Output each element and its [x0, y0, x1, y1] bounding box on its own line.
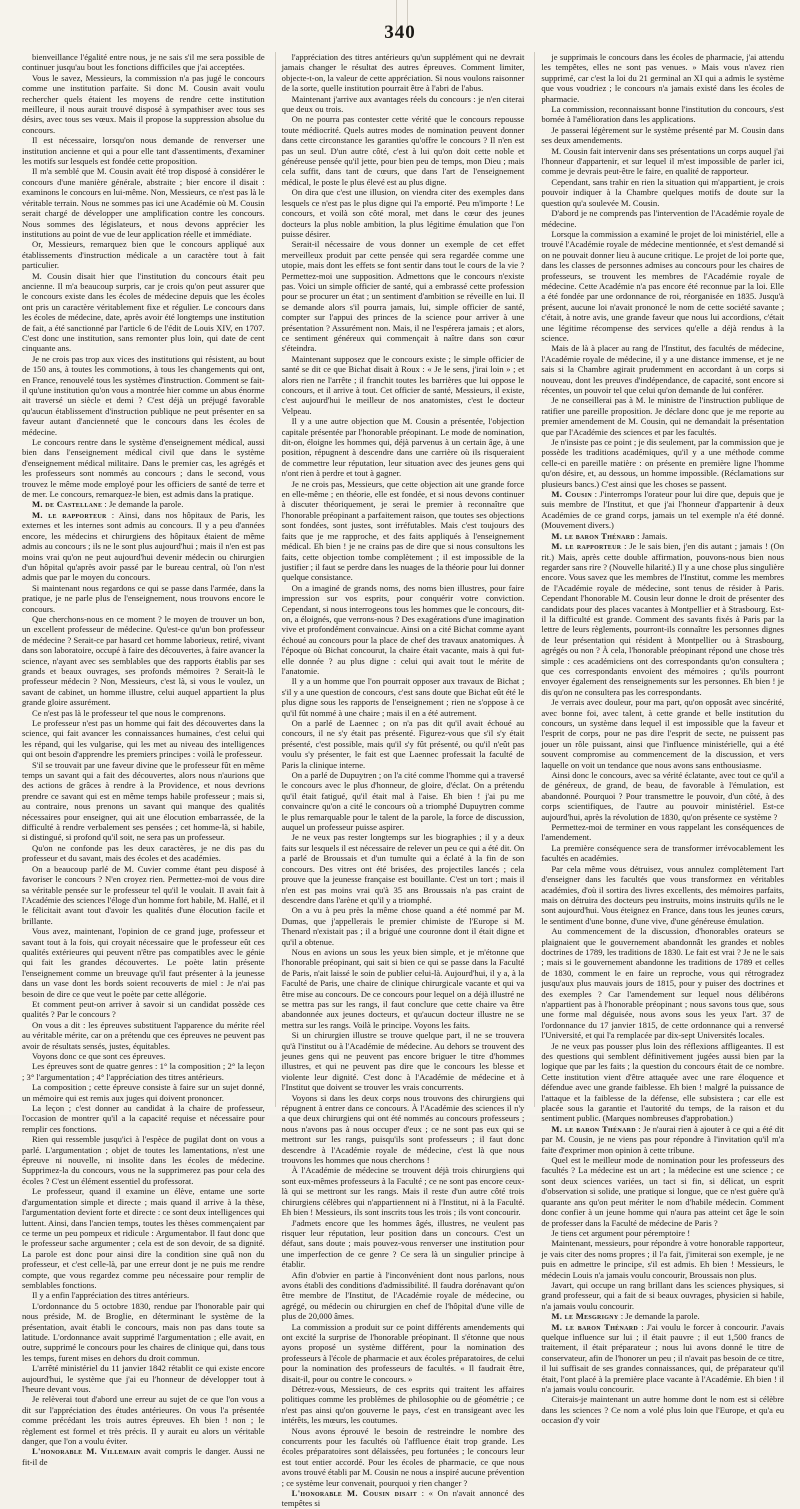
paragraph-text: bienveillance l'égalité entre nous, je ne sais s'il me sera possible de continuer jusqu'au bout les fonctions difficiles que j'ai acceptées.: [22, 52, 265, 73]
paragraph-text: Si maintenant nous regardons ce qui se passe dans l'armée, dans la pratique, je ne parle plus de l'enseignement, nous trouvons encore le concours.: [22, 582, 265, 614]
paragraph: [22, 1394, 265, 1446]
paragraph: [541, 822, 784, 843]
paragraph: [541, 843, 784, 864]
paragraph: [22, 73, 265, 135]
paragraph-text: Je verrais avec douleur, pour ma part, qu'on opposât avec sincérité, avec bonne foi, avec talent, à cette grande et belle institution du concours, un système dans lequel il est impossible que la faveur et l'esprit de corps, pour ne pas dire l'esprit de secte, ne puissent pas jouer un rôle puissant, ainsi que l'influence ministérielle, qui a été souvent compromise au commencement de la discussion, et vers laquelle on voit un tendance que nous avons sans enthousiasme.: [541, 697, 785, 770]
paragraph-text: M. Cousin fait intervenir dans ses présentations un corps auquel j'ai l'honneur d'appartenir, et sur lequel il m'est impossible de parler ici, comme je devrais peut-être le faire, en qualité de rapporteur.: [541, 145, 785, 177]
paragraph: [541, 770, 784, 822]
paragraph: [541, 489, 784, 531]
paragraph: [282, 1488, 525, 1509]
paragraph: [541, 1280, 784, 1311]
paragraph-text: : « On n'avait annoncé des tempêtes si: [281, 1488, 525, 1509]
paragraph: [282, 1165, 525, 1217]
paragraph-text: On a beaucoup parlé de M. Cuvier comme étant peu disposé à favoriser le concours ? N'en croyez rien. Permettez-moi de vous dire sa véritable pensée sur le professeur tel qu'il le voulait. Il avait fait à l'Académie des sciences l'éloge d'un homme fort habile, M. Hallé, et il le félicitait avant tout d'avoir les qualités d'une élocution facile et brillante.: [22, 863, 265, 926]
paragraph: [541, 343, 784, 395]
paragraph-text: Nous en avions un sous les yeux bien simple, et je m'étonne que l'honorable préopinant, qui sait si bien ce qui se passe dans la Faculté de Paris, n'ait laissé le soin de publier celui-là. Aujourd'hui, il y a, à la Faculté de Paris, une chaire de clinique chirurgicale vacante et qui va être mise au concours. De ce concours pour lequel on a déjà illustré ne se mettra pas sur les rangs, il faut conclure que cette chaire va être abandonnée aux jeunes docteurs, et qu'aucun docteur illustre ne se mettra sur les rangs. Voilà le principe. Voyons les faits.: [281, 946, 525, 1030]
paragraph-text: Maintenant j'arrive aux avantages réels du concours : je n'en citerai que deux ou trois.: [281, 93, 525, 115]
paragraph-text: À l'Académie de médecine se trouvent déjà trois chirurgiens qui sont eux-mêmes professeurs à la Faculté ; ce ne sont pas encore ceux-là qui se mettront sur les rangs. Mais il reste d'un autre côté trois chirurgiens célèbres qui n'appartiennent ni à l'Institut, ni à la Faculté. Eh bien ! Messieurs, ils sont inscrits tous les trois ; ils vont concourir.: [281, 1165, 525, 1218]
paragraph-text: Je n'insiste pas ce point ; je dis seulement, par la commission que je possède les traditions académiques, qu'il y a une méthode comme celle-ci en pareille matière : on présente en première ligne l'homme qu'on désire, et, au dessous, un homme impossible. (Réclamations sur plusieurs bancs.) C'est ainsi que les choses se passent.: [541, 437, 785, 489]
paragraph: [22, 1020, 265, 1051]
column-1: [22, 52, 265, 1467]
paragraph-text: : Jamais.: [637, 530, 668, 541]
paragraph-text: Si un chirurgien illustre se trouve quelque part, il ne se trouvera qu'à l'institut ou à l'Académie de médecine. Au dehors se trouvent des jeunes gens qui ne peuvent pas encore briguer le titre d'hommes illustres, et qui ne peuvent pas dire que le concours les blesse et violente leur dignité. C'est donc à l'Académie de médecine et à l'Institut que doivent se trouver les vrais concurrents.: [281, 1030, 525, 1093]
paragraph: [282, 114, 525, 187]
paragraph-text: Vous le savez, Messieurs, la commission n'a pas jugé le concours comme une institution parfaite. Si donc M. Cousin avait voulu rechercher quels étaient les moyens de rendre cette institution meilleure, il nous aurait trouvé disposé à sympathiser avec tous ses désirs, avec tous ses vœux. Mais il propose la suppression absolue du concours.: [22, 72, 265, 135]
paragraph: [541, 1041, 784, 1124]
paragraph-text: Mais de là à placer au rang de l'Institut, des facultés de médecine, l'Académie royale de médecine, il y a une distance immense, et je ne sais si la Chambre agirait prudemment en accordant à un corps si nouveau, dont les preuves d'indépendance, de capacité, sont encore si récentes, un pouvoir tel que celui qu'on demande de lui conférer.: [541, 343, 785, 395]
paragraph: [22, 271, 265, 354]
paragraph: [541, 926, 784, 1040]
paragraph: [282, 947, 525, 1030]
paragraph-text: D'abord je ne comprends pas l'intervention de l'Académie royale de médecine.: [541, 208, 785, 229]
paragraph-text: Le professeur, quand il examine un élève, entame une sorte d'argumentation simple et directe ; mais quand il arrive à la thèse, l'argumentation devient forte et directe : ce sont deux intelligences qui luttent. Ainsi, dans l'ancien temps, toutes les thèses commençaient par ce terme un peu pompeux et ridicule : Argumentabor. Il faut donc que le professeur sache argumenter ; cela est de son devoir, de sa dignité. La parole est donc pour ainsi dire la condition sine quâ non du professeur, et c'est celle-là, par une erreur dont je ne puis me rendre compte, que vous regardez comme peu nécessaire pour remplir de semblables fonctions.: [22, 1186, 265, 1290]
paragraph: [282, 94, 525, 115]
paragraph: [541, 437, 784, 489]
paragraph-text: : Ainsi, dans nos hôpitaux de Paris, les externes et les internes sont admis au concours. Il y a peu d'années encore, les médecins et chirurgiens des hôpitaux étaient de même admis au concours ; ils ne le sont plus aujourd'hui ; mais il n'en est pas moins vrai qu'on ne peut aujourd'hui devenir médecin ou chirurgien d'un hôpital qu'après avoir passé par le bureau central, où l'on n'est admis que par le moyen du concours.: [22, 509, 265, 583]
speaker-name: L'honorable M. Cousin disait: [291, 1488, 418, 1499]
paragraph: [22, 843, 265, 864]
paragraph-text: Il y a un homme que l'on pourrait opposer aux travaux de Bichat ; s'il y a une question de concours, c'est sans doute que Bichat eût été le plus digne sous les rapports de l'enseignement ; rien ne s'oppose à ce qu'il fût nommé à une chaire ; mais il en a été autrement.: [281, 676, 525, 718]
paragraph: [282, 1030, 525, 1092]
paragraph: [22, 1103, 265, 1134]
paragraph-text: l'appréciation des titres antérieurs qu'un supplément qui ne devrait jamais changer le résultat des autres épreuves. Comment limiter, objecte-t-on, la valeur de cette appréciation. Si nous voulons raisonner de la sorte, quelle institution pourrait être à l'abri de l'abus.: [281, 52, 525, 94]
paragraph-text: La composition ; cette épreuve consiste à faire sur un sujet donné, un mémoire qui est remis aux juges qui doivent prononcer.: [22, 1082, 265, 1103]
paragraph-text: Afin d'obvier en partie à l'inconvénient dont nous parlons, nous avons établi des conditions d'admissibilité. Il faudra dorénavant qu'on être membre de l'Institut, de l'Académie royale de médecine, ou agrégé, ou médecin ou chirurgien en chef de l'hôpital d'une ville de plus de 20,000 âmes.: [281, 1269, 525, 1322]
paragraph: [22, 614, 265, 708]
column-3: [534, 52, 785, 1426]
paragraph-text: Le concours rentre dans le système d'enseignement médical, aussi bien dans l'enseignement médical civil que dans le système d'enseignement médical militaire. Dans le premier cas, les agrégés et les professeurs sont nommés au concours ; dans le second, vous trouvez le même mode employé pour les officiers de santé de terre et de mer. Le concours, remarquez-le bien, est admis dans la pratique.: [22, 437, 265, 500]
paragraph: [282, 1384, 525, 1426]
paragraph: [22, 166, 265, 239]
paragraph-text: La première conséquence sera de transformer irrévocablement les facultés en académies.: [541, 842, 785, 864]
paragraph: [22, 864, 265, 926]
paragraph: [541, 697, 784, 770]
paragraph-text: Il y a une autre objection que M. Cousin a présentée, l'objection capitale présentée par l'honorable préopinant. Le mode de nomination, dit-on, éloigne les hommes qui, déjà parvenus à un certain âge, à une position, répugnent à descendre dans une carrière où ils risqueraient de commettre leur réputation, leur situation avec des jeunes gens qui n'ont rien à perdre et tout à gagner.: [281, 416, 525, 479]
paragraph: [22, 499, 265, 509]
paragraph: [282, 479, 525, 583]
paragraph-text: Or, Messieurs, remarquez bien que le concours appliqué aux établissements d'instruction médicale a un caractère tout à fait particulier.: [22, 239, 265, 271]
paragraph-text: Maintenant supposez que le concours existe ; le simple officier de santé se dit ce que Bichat disait à Roux : « Je le sens, j'irai loin » ; et alors rien ne l'arrête ; il franchit toutes les barrières que lui oppose le concours, et il arrive à tout. Cet officier de santé, Messieurs, il existe, c'est aujourd'hui le meilleur de nos anatomistes, c'est le docteur Velpeau.: [281, 353, 525, 416]
paragraph-text: On a parlé de Laennec ; on n'a pas dit qu'il avait échoué au concours, il ne s'y était pas présenté. Figurez-vous que s'il s'y était présenté, c'est possible, mais qu'il s'y fût présenté, ou qu'il n'eût pas voulu s'y présenter, le fait est que Laennec professait la faculté de Paris la clinique interne.: [281, 718, 525, 770]
paragraph: [541, 1322, 784, 1395]
paragraph-text: Ainsi donc le concours, avec sa vérité éclatante, avec tout ce qu'il a de généreux, de grand, de beau, de favorable à l'émulation, est abandonné. Pourquoi ? Pour transmettre le pouvoir, d'un côté, à des corps scientifiques, de l'autre au pouvoir ministériel. Est-ce aujourd'hui, après la révolution de 1830, qu'on présente ce système ?: [541, 770, 785, 822]
paragraph-text: Lorsque la commission a examiné le projet de loi ministériel, elle a trouvé l'Académie royale de médecine mentionnée, et s'est demandé si on ne pouvait donner lieu à aucune critique. Le projet de loi porte que, dans les classes de personnes admises au concours pour les chaires de professeurs, se trouvent les membres de l'Académie royale de médecine. Cette Académie n'a pas encore été reconnue par la loi. Elle a été fondée par une ordonnance de roi, réorganisée en 1835. Jusqu'à présent, aucune loi n'avait prononcé le nom de cette société savante ; c'était, à notre avis, une grande faveur que nous lui accordions, c'était une légitime récompense des services qu'elle a déjà rendus à la science.: [541, 228, 785, 343]
paragraph-text: J'admets encore que les hommes âgés, illustres, ne veulent pas risquer leur réputation, leur position dans un concours. C'est un défaut, sans doute ; mais pouvez-vous renverser une institution pour une imperfection de ce genre ? Ce sera là un singulier principe à établir.: [281, 1217, 525, 1270]
paragraph-text: Les épreuves sont de quatre genres : 1° la composition ; 2° la leçon ; 3° l'argumentation ; 4° l'appréciation des titres antérieurs.: [22, 1061, 265, 1082]
paragraph: [22, 1061, 265, 1082]
column-2: [275, 52, 525, 1509]
paragraph-text: La commission, reconnaissant bonne l'institution du concours, s'est bornée à l'amélioration dans les applications.: [541, 104, 785, 125]
paragraph-text: Cependant, sans trahir en rien la situation qui m'appartient, je crois pouvoir indiquer à la Chambre quelques motifs de doute sur la question qu'a soulevée M. Cousin.: [541, 176, 785, 208]
paragraph: [541, 1394, 784, 1425]
paragraph: [22, 583, 265, 614]
paragraph-text: Détrez-vous, Messieurs, de ces esprits qui traitent les affaires politiques comme les problèmes de philosophie ou de géométrie ; ce n'est pas ainsi qu'on gouverne le pays, c'est en transigeant avec les intérêts, les mœurs, les coutumes.: [281, 1384, 525, 1426]
paragraph: [282, 416, 525, 478]
paragraph: [22, 1301, 265, 1363]
paragraph-text: : Je le sais bien, j'en dis autant ; jamais ! (On rit.) Mais, après cette double affirmation, pouvons-nous bien nous regarder sans rire ? (Nouvelle hilarité.) Il y a une chose plus singulière encore. Vous savez que les membres de l'Institut, comme les membres de l'Académie royale de médecine, sont tenus de résider à Paris. Cependant l'honorable M. Cousin leur donne le droit de présenter des candidats pour des places vacantes à Montpellier et à Strasbourg. Est-il la difficulté est grande. Comment des savants fixés à Paris par la lettre de leurs règlements, pourront-ils connaître les personnes dignes de leur présentation qui résident à Montpellier ou à Strasbourg, agrégés ou non ? À cela, l'honorable préopinant répond une chose très simple : ces académiciens ont des correspondants qu'on consultera ; que ces correspondants envoient des mémoires ; qu'ils pourront envoyer également des renseignements sur les personnes. Eh bien ! je dis qu'on ne consultera pas les correspondants.: [541, 541, 785, 697]
paragraph-text: L'ordonnance du 5 octobre 1830, rendue par l'honorable pair qui nous préside, M. de Broglie, en déterminant le système de la présentation, avait établi le concours, mais non pas dans toute sa latitude. L'ordonnance avait supprimé l'argumentation ; elle avait, en outre, supprimé le concours pour les chaires de clinique qui, dans tous les temps, furent mises en dehors du droit commun.: [22, 1300, 265, 1363]
speaker-name: M. le baron Thénard: [551, 1123, 636, 1134]
paragraph-text: Quel est le meilleur mode de nomination pour les professeurs des facultés ? La médecine est un art ; la médecine est une science ; ce sont deux sciences variées, un tact si fin, si délicat, un esprit d'observation si solide, une pratique si longue, que ce n'est guère qu'à quarante ans qu'on peut mériter le nom d'habile médecin. Comment donc confier à un jeune homme qui n'aura pas atteint cet âge le soin de professer dans la Faculté de médecine de Paris ?: [541, 1155, 785, 1228]
paragraph-text: Je relèverai tout d'abord une erreur au sujet de ce que l'on vous a dit sur l'appréciation des études antérieures. On vous l'a présentée comme précédant les trois autres épreuves. Eh bien ! non ; le règlement est formel et très précis. Il y aurait eu alors un véritable danger, que l'on a voulu éviter.: [22, 1394, 265, 1447]
paragraph-text: Vous avez, maintenant, l'opinion de ce grand juge, professeur et savant tout à la fois, qui croyait nécessaire que le professeur eût ces qualités extérieures qui peuvent n'être pas compatibles avec le génie qui fait les grandes découvertes. Le poète latin présente l'enseignement comme un breuvage qu'il faut présenter à la jeunesse dans un vase dont les bords soient recouverts de miel : Je n'ai pas besoin de dire ce que veut le poète par cette allégorie.: [22, 926, 265, 999]
paragraph-text: On a parlé de Dupuytren ; on l'a cité comme l'homme qui a traversé le concours avec le plus d'honneur, de gloire, d'éclat. On a prétendu qu'il était fatigué, qu'il était mal à l'aise. Eh bien ! j'ai pu me convaincre qu'on a cité le concours où a triomphé Dupuytren comme le plus remarquable pour le talent de la parole, la force de discussion, auquel un professeur puisse aspirer.: [281, 770, 525, 833]
paragraph: [541, 1228, 784, 1238]
paragraph-text: : Je demande la parole.: [620, 1311, 700, 1322]
paragraph: [22, 999, 265, 1020]
page-number: 340: [384, 22, 416, 43]
paragraph-text: je supprimais le concours dans les écoles de pharmacie, j'ai attendu les tempêtes, elles ne sont pas venues. » Mais vous n'avez rien supprimé, car c'est la loi du 21 germinal an XI qui a admis le système que vous voudriez ; le concours n'a jamais existé dans les écoles de pharmacie.: [541, 52, 785, 104]
paragraph: [541, 52, 784, 104]
paragraph-text: Je passerai légèrement sur le système présenté par M. Cousin dans ses deux amendements.: [541, 124, 785, 146]
paragraph: [541, 1238, 784, 1280]
paragraph-text: Serait-il nécessaire de vous donner un exemple de cet effet merveilleux produit par cette pensée qui sera regardée comme une utopie, mais dont les effets se font sentir dans tout le cours de la vie ? Permettez-moi une supposition. Admettons que le concours n'existe pas. Voici un simple officier de santé, qui a embrassé cette profession pour se procurer un état ; un sentiment d'ambition se réveille en lui. Il se demande alors s'il pourra jamais, lui, simple officier de santé, compter sur l'appui des princes de la science pour arriver à une présentation ? Assurément non. Mais, il ne l'espérera jamais ; et alors, ce sentiment généreux qui commençait à naître dans son cœur s'éteindra.: [281, 239, 525, 354]
paragraph: [541, 1155, 784, 1228]
paragraph-text: Permettez-moi de terminer en vous rappelant les conséquences de l'amendement.: [541, 822, 785, 843]
paragraph-text: Citerais-je maintenant un autre homme dont le nom est si célèbre dans les sciences ? Ce nom a volé plus loin que l'Europe, et qu'a eu occasion d'y voir: [541, 1394, 785, 1426]
paragraph-text: Il est nécessaire, lorsqu'on nous demande de renverser une institution ancienne et qui a pour elle tant d'assentiments, d'examiner les motifs sur lesquels est fondée cette proposition.: [22, 135, 265, 167]
paragraph: [22, 926, 265, 999]
paragraph: [282, 718, 525, 770]
paragraph: [282, 1093, 525, 1166]
paragraph-text: On dira que c'est une illusion, on viendra citer des exemples dans lesquels ce n'est pas le plus digne qui l'a emporté. Peu m'importe ! Le concours, et voilà son côté moral, met dans le cœur des jeunes docteurs la plus noble ambition, la plus légitime émulation que l'on puisse désirer.: [281, 187, 525, 239]
speaker-name: L'honorable M. Villemain: [32, 1446, 141, 1457]
paragraph-text: On a imaginé de grands noms, des noms bien illustres, pour faire impression sur vos esprits, pour conquérir votre conviction. Cependant, si nous interrogeons tous les hommes que le concours, dit-on, a éloignés, que verrons-nous ? Des exagérations d'une imagination vive et profondément convaincue. Ainsi on a cité Bichat comme ayant échoué au concours pour la place de chef des travaux anatomiques. À l'époque où Bichat concourut, la chaire était vacante, mais à qui fut-elle donnée ? au plus digne : celui qui avait tout le mérite de l'anatomie.: [281, 582, 525, 676]
paragraph: [22, 510, 265, 583]
paragraph: [541, 146, 784, 177]
paragraph: [541, 1124, 784, 1155]
speaker-name: M. le baron Thénard: [551, 1321, 639, 1332]
paragraph: [282, 676, 525, 718]
paragraph: [541, 104, 784, 125]
paragraph-text: Il m'a semblé que M. Cousin avait été trop disposé à considérer le concours d'une manière générale, abstraite ; bier encore il disait : examinons le concours en lui-même. Non, Messieurs, ce n'est pas là le véritable terrain. Nous ne sommes pas ici une Académie où M. Cousin serait chargé de développer une amplification contre les concours. Nous sommes des législateurs, et nous devons apprécier les institutions au point de vue de leur application réelle et immédiate.: [22, 166, 265, 239]
paragraph: [282, 354, 525, 416]
paragraph: [541, 177, 784, 208]
paragraph-text: : Je demande la parole.: [104, 499, 184, 510]
paragraph: [22, 1446, 265, 1467]
paragraph: [282, 1426, 525, 1488]
paragraph: [22, 718, 265, 760]
speaker-name: M. le baron Thénard: [551, 530, 635, 541]
paragraph-text: Ce n'est pas là le professeur tel que nous le comprenons.: [32, 707, 226, 718]
paragraph: [282, 1218, 525, 1270]
paragraph-text: Par cela même vous détruisez, vous annulez complètement l'art d'enseigner dans les facultés que vous transformez en véritables académies, d'où il sortira des livres excellents, des mémoires parfaits, mais on détruira des docteurs peu instruits, moins instruits qu'ils ne le sont aujourd'hui. Vous éteignez en France, dans tous les jeunes cœurs, le sentiment d'une bonne, d'une vive, d'une généreuse émulation.: [541, 863, 785, 926]
paragraph-text: On a vu à peu près la même chose quand a été nommé par M. Dumas, que j'appellerais le premier chimiste de l'Europe si M. Thenard n'existait pas ; il a brigué une couronne dont il était digne et qu'il a obtenue.: [281, 905, 525, 947]
paragraph: [282, 770, 525, 832]
paragraph-text: Et comment peut-on arriver à savoir si un candidat possède ces qualités ? Par le concours ?: [22, 998, 265, 1020]
paragraph: [22, 1290, 265, 1300]
paragraph: [22, 354, 265, 437]
paragraph-text: S'il se trouvait par une faveur divine que le professeur fût en même temps un savant qui a fait des découvertes, alors nous n'aurions que des actions de grâces à rendre à la Providence, et nous devrions prendre ce savant qui est en même temps habile professeur ; mais si, au contraire, nous prenons un savant qui manque des qualités nécessaires pour enseigner, qui ait une élocution embarrassée, de la difficulté à rendre verbalement ses pensées ; cet homme-là, si habile, si distingué, si profond qu'il soit, ne sera pas un professeur.: [22, 759, 265, 843]
paragraph-text: Javart, qui occupe un rang brillant dans les sciences physiques, si grand professeur, qui a fait de si beaux ouvrages, physicien si habile, n'a jamais voulu concourir.: [541, 1279, 785, 1311]
paragraph: [22, 1082, 265, 1103]
paragraph-text: On vous a dit : les épreuves substituent l'apparence du mérite réel au véritable mérite, car on a prétendu que ces épreuves ne peuvent pas avoir de résultats sensés, justes, équitables.: [22, 1019, 265, 1051]
paragraph: [22, 135, 265, 166]
paragraph-text: Il y a enfin l'appréciation des titres antérieurs.: [32, 1290, 190, 1301]
paragraph-text: M. Cousin disait hier que l'institution du concours était peu ancienne. Il m'a beaucoup surpris, car je crois qu'on peut assurer que le concours existe dans les écoles de médecine depuis que les écoles ont pris un caractère véritablement fixe et régulier. Le concours dans les écoles de médecine, date, après avoir été longtemps une institution de fait, a été sanctionné par l'article 6 de l'édit de Louis XIV, en 1707. C'est donc une institution, sans remonter plus loin, qui date de cent cinquante ans.: [22, 270, 265, 354]
paragraph: [22, 1134, 265, 1186]
paragraph: [282, 1322, 525, 1384]
paragraph: [22, 708, 265, 718]
paragraph-text: Je ne crois pas trop aux vices des institutions qui résistent, au bout de 150 ans, à toutes les commotions, à tous les changements qui ont, en France, renouvelé tous les systèmes d'instruction. Comment se fait-il qu'une institution qu'on vous a montrée hier comme un abus énorme ait traversé un siècle et demi ? C'est déjà un préjugé favorable qu'aucun établissement d'instruction publique ne peut présenter en sa faveur autant d'ancienneté que le concours dans les écoles de médecine.: [22, 353, 265, 437]
text-columns: [22, 52, 785, 1509]
paragraph: [22, 1051, 265, 1061]
paragraph: [541, 1311, 784, 1321]
paragraph-text: La leçon ; c'est donner au candidat à la chaire de professeur, l'occasion de montrer qu'il a la capacité requise et nécessaire pour remplir ces fonctions.: [22, 1103, 265, 1134]
paragraph: [282, 905, 525, 947]
paragraph-text: : J'interromps l'orateur pour lui dire que, depuis que je suis membre de l'Institut, et que j'ai l'honneur d'appartenir à deux Académies de ce grand corps, jamais un tel exemple n'a été donné. (Mouvement divers.): [541, 489, 785, 531]
paragraph-text: avait compris le danger. Aussi ne fit-il de: [22, 1446, 265, 1467]
speaker-name: M. de Castellane: [32, 499, 103, 510]
paragraph: [282, 583, 525, 677]
paragraph: [22, 1363, 265, 1394]
paragraph-text: Maintenant, messieurs, pour répondre à votre honorable rapporteur, je vais citer des noms propres ; il l'a fait, j'imiterai son exemple, je ne puis en admettre le principe, s'il est admis. Eh bien ! Messieurs, le médecin Louis n'a jamais voulu concourir, Broussais non plus.: [541, 1238, 785, 1280]
paragraph: [541, 208, 784, 229]
paragraph: [282, 239, 525, 353]
paragraph-text: : Je n'aurai rien à ajouter à ce qui a été dit par M. Cousin, je ne viens pas pour répondre à l'invitation qu'il m'a faite d'exprimer mon opinion à cette tribune.: [541, 1123, 785, 1155]
speaker-name: M. le rapporteur: [551, 541, 622, 552]
paragraph-text: Je tiens cet argument pour péremptoire !: [551, 1227, 691, 1238]
paragraph: [541, 541, 784, 697]
speaker-name: M. le Mesgrigny: [551, 1311, 619, 1322]
paragraph-text: Je ne veux pas rester longtemps sur les biographies ; il y a deux faits sur lesquels il est nécessaire de relever un peu ce qui a été dit. On a parlé de Broussais et d'un tumulte qui a éclaté à la fin de son concours. Des vitres ont été brisées, des projectiles lancés ; cela prouve que la jeunesse française est bouillante. C'est un tort ; mais il n'en est pas moins vrai qu'à 35 ans Broussais n'a pas craint de descendre dans l'arène et qu'il y a triomphé.: [281, 832, 525, 905]
paragraph-text: Nous avons éprouvé le besoin de restreindre le nombre des concurrents pour les facultés où l'affluence était trop grande. Les écoles préparatoires sont délaissées, peu fortunées ; le concours leur est tout entier accordé. Pour les écoles de pharmacie, ce que nous avons trouvé établi par M. Cousin ne nous a inspiré aucune prévention ; ce système leur convenait, pourquoi y rien changer ?: [281, 1425, 525, 1488]
paragraph-text: Je ne conseillerai pas à M. le ministre de l'instruction publique de ratifier une pareille proposition. Je déclare donc que je me reporte au premier amendement de M. Cousin, qui ne demandait la présentation que par l'Académie des sciences et par les facultés.: [541, 395, 785, 437]
paragraph: [22, 1186, 265, 1290]
paragraph: [22, 52, 265, 73]
paragraph: [541, 229, 784, 343]
paragraph: [282, 52, 525, 94]
paragraph: [541, 864, 784, 926]
paragraph: [22, 239, 265, 270]
paragraph-text: Voyons si dans les deux corps nous trouvons des chirurgiens qui répugnent à entrer dans ce concours. À l'Académie des sciences il n'y a que deux chirurgiens qui ont été nommés au concours professeurs ; nous n'avons pas à nous occuper d'eux ; ce ne sont pas eux qui se mettront sur les rangs, puisqu'ils sont professeurs ; il faut donc descendre à l'Académie royale de médecine, c'est là que nous trouvons les hommes que nous cherchons !: [281, 1092, 525, 1166]
paragraph: [541, 531, 784, 541]
paragraph-text: Qu'on ne confonde pas les deux caractères, je ne dis pas du professeur et du savant, mais des écoles et des académies.: [22, 842, 265, 864]
paragraph-text: Au commencement de la discussion, d'honorables orateurs se plaignaient que le gouvernement abandonnât les grandes et nobles doctrines de 1789, les traditions de 1830. Le fait est vrai ? Je ne le sais ; mais si le gouvernement abandonne les traditions de 1789 et celles de 1830, comment le en faire un reproche, vous qui rétrogradez jusqu'aux plus mauvais jours de 1815, pour y puiser des doctrines et des exemples ? Car l'amendement sur lequel nous délibérons n'appartient pas à l'honorable préopinant ; nous savons tous que, sous une forme mal déguisée, nous avons sous les yeux l'art. 37 de l'ordonnance du 17 janvier 1815, de cette ordonnance qui a renversé l'Université, et qui l'a remplacée par dix-sept Universités locales.: [541, 926, 785, 1041]
paragraph: [282, 187, 525, 239]
paragraph-text: Je ne veux pas pousser plus loin des réflexions affligeantes. Il est des questions qui semblent définitivement jugées aussi bien par la logique que par les faits ; la question du concours était de ce nombre. Cette institution vient d'être attaquée avec une rare éloquence et défendue avec une grande faiblesse. Eh bien ! malgré la puissance de l'attaque et la faiblesse de la défense, elle subsistera ; car elle est placée sous la garantie et l'autorité du temps, de la raison et du sentiment public. (Marques nombreuses d'approbation.): [541, 1040, 785, 1124]
paragraph: [22, 760, 265, 843]
paragraph: [541, 395, 784, 437]
paragraph-text: On ne pourra pas contester cette vérité que le concours repousse toute médiocrité. Quels autres modes de nomination peuvent donner dans cette circonstance les garanties qu'offre le concours ? Il n'en est pas un seul. D'un autre côté, c'est à lui qu'on doit cette noble et généreuse pensée qu'il jette, pour bien peu de temps, mon Dieu ; mais cela suffit, dans tant de cœurs, que dans l'art de l'enseignement médical, le poste le plus élevé est au plus digne.: [281, 114, 525, 187]
paragraph-text: : J'ai voulu le forcer à concourir. J'avais quelque influence sur lui ; il était pauvre ; il eut 1,500 francs de traitement, il était préparateur ; nous lui avons donné le titre de conservateur, afin de l'honorer un peu ; il n'avait pas besoin de ce titre, il lui suffisait de ses grandes connaissances, qui, de préparateur qu'il était, l'ont placé à la première place vacante à l'Académie. Eh bien ! il n'a jamais voulu concourir.: [541, 1321, 785, 1394]
paragraph: [282, 832, 525, 905]
paragraph-text: Je ne crois pas, Messieurs, que cette objection ait une grande force en elle-même ; en théorie, elle est fondée, et si nous devons continuer à discuter théoriquement, je serai le premier à reconnaître que l'honorable préopinant a parfaitement raison, que toutes ses objections sont fondées, sont justes, sont irréfutables. Mais c'est toujours des faits que je me rapproche, et des faits appliqués à l'enseignement médical. Eh bien ! je ne crains pas de dire que si nous consultons les faits, cette objection tombe complètement ; il est impossible de la justifier ; il faut se perdre dans les nuages de la théorie pour lui donner quelque consistance.: [281, 478, 525, 583]
speaker-name: M. le rapporteur: [32, 509, 107, 520]
paragraph: [22, 437, 265, 499]
paragraph-text: Rien qui ressemble jusqu'ici à l'espèce de pugilat dont on vous a parlé. L'argumentation ; objet de toutes les lamentations, n'est une épreuve ni nouvelle, ni insolite dans les écoles de médecine. Supprimez-la du concours, vous ne la supprimerez pas pour cela des écoles ? C'est un élément essentiel du professorat.: [22, 1134, 265, 1186]
speaker-name: M. Cousin: [551, 489, 593, 500]
paragraph-text: L'arrêté ministériel du 11 janvier 1842 rétablit ce qui existe encore aujourd'hui, le système que j'ai eu l'honneur de développer tout à l'heure devant vous.: [22, 1363, 265, 1394]
paragraph-text: Que cherchons-nous en ce moment ? le moyen de trouver un bon, un excellent professeur de médecine. Qu'est-ce qu'un bon professeur de médecine ? Serait-ce par hasard cet homme laborieux, retiré, vivant dans son laboratoire, occupé à faire des découvertes, à faire avancer la science, n'ayant avec ses semblables que des rapports établis par ses grands et beaux ouvrages, ses profonds mémoires ? Serait-là le professeur médecin ? Non, Messieurs, c'est là, si vous le voulez, un savant de cabinet, un homme illustre, celui auquel appartient la plus grande gloire assurément.: [22, 613, 265, 708]
paragraph-text: Le professeur n'est pas un homme qui fait des découvertes dans la science, qui fait avancer les connaissances humaines, c'est celui qui les répand, qui les vulgarise, qui les met au niveau des intelligences qui ont besoin d'apprendre les premiers principes : voilà le professeur.: [22, 718, 265, 760]
paragraph: [282, 1270, 525, 1322]
paragraph-text: La commission a produit sur ce point différents amendements qui ont excité la surprise de l'honorable préopinant. Il s'étonne que nous ayons proposé un système différent, pour la nomination des professeurs à l'école de pharmacie et aux écoles préparatoires, de celui pour la nomination des professeurs de facultés. « Il faudrait être, disait-il, pour ou contre le concours. »: [281, 1321, 525, 1384]
paragraph: [541, 125, 784, 146]
paragraph-text: Voyons donc ce que sont ces épreuves.: [32, 1051, 166, 1061]
